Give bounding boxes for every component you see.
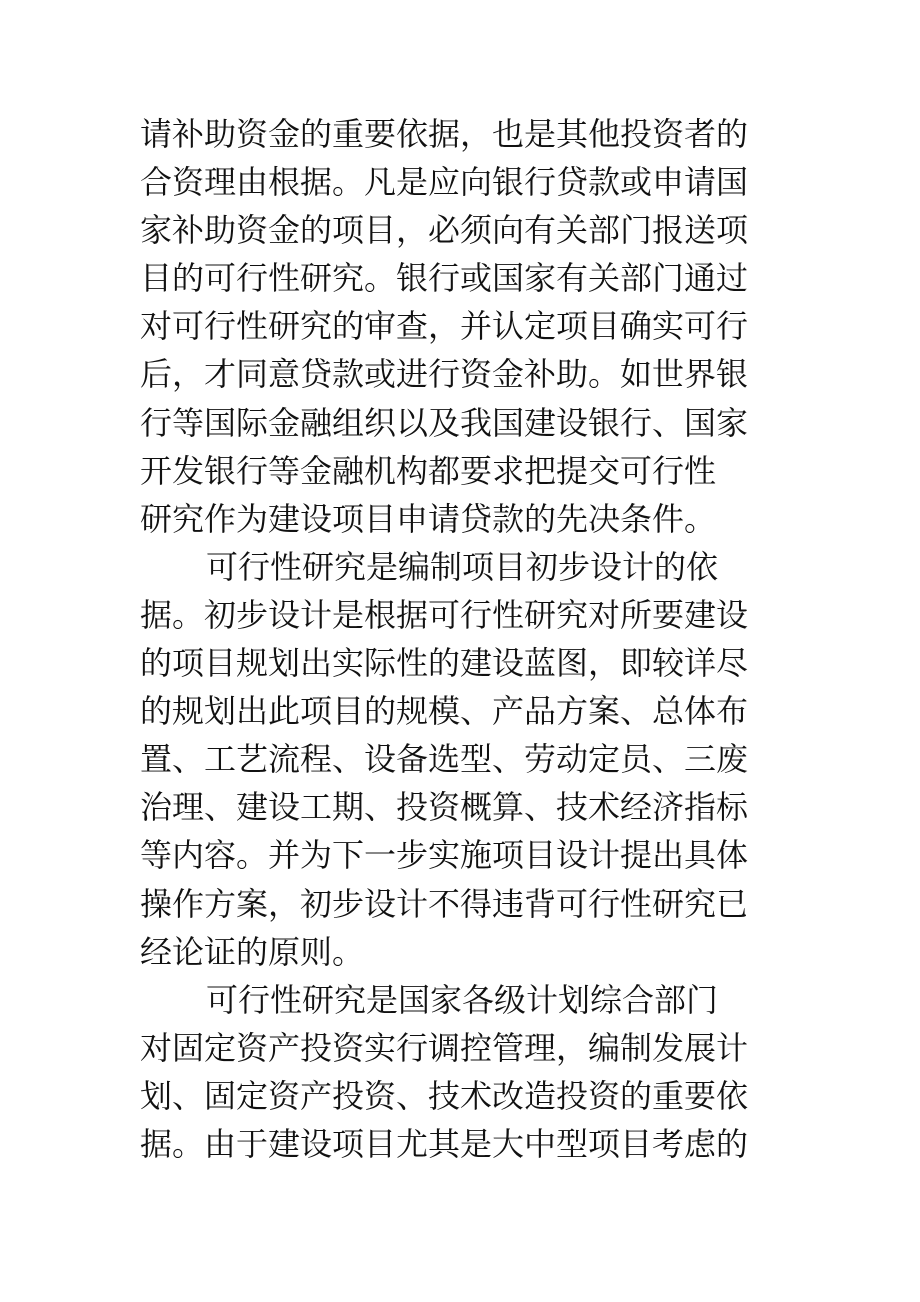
text-line: 开发银行等金融机构都要求把提交可行性 bbox=[140, 451, 717, 490]
text-line: 的项目规划出实际性的建设蓝图，即较详尽 bbox=[140, 644, 749, 683]
text-line: 经论证的原则。 bbox=[140, 932, 365, 971]
text-line: 对可行性研究的审查，并认定项目确实可行 bbox=[140, 307, 749, 346]
text-line: 请补助资金的重要依据，也是其他投资者的 bbox=[140, 115, 749, 153]
text-line-indented: 可行性研究是国家各级计划综合部门 bbox=[206, 980, 719, 1019]
text-line: 研究作为建设项目申请贷款的先决条件。 bbox=[140, 499, 717, 538]
text-line: 划、固定资产投资、技术改造投资的重要依 bbox=[140, 1076, 749, 1115]
text-line-indented: 可行性研究是编制项目初步设计的依 bbox=[206, 547, 719, 586]
text-line: 合资理由根据。凡是应向银行贷款或申请国 bbox=[140, 163, 749, 202]
text-line: 置、工艺流程、设备选型、劳动定员、三废 bbox=[140, 740, 749, 779]
paragraph-3 bbox=[140, 976, 790, 1168]
paragraph-2 bbox=[140, 543, 790, 976]
text-line: 家补助资金的项目，必须向有关部门报送项 bbox=[140, 211, 749, 250]
text-line: 行等国际金融组织以及我国建设银行、国家 bbox=[140, 403, 749, 442]
text-line: 目的可行性研究。银行或国家有关部门通过 bbox=[140, 259, 749, 298]
paragraph-1 bbox=[140, 110, 790, 543]
text-line: 的规划出此项目的规模、产品方案、总体布 bbox=[140, 692, 749, 731]
text-line: 等内容。并为下一步实施项目设计提出具体 bbox=[140, 836, 749, 875]
text-line: 操作方案，初步设计不得违背可行性研究已 bbox=[140, 884, 749, 923]
text-line: 据。由于建设项目尤其是大中型项目考虑的 bbox=[140, 1124, 749, 1163]
text-line: 据。初步设计是根据可行性研究对所要建设 bbox=[140, 595, 749, 634]
text-line: 对固定资产投资实行调控管理，编制发展计 bbox=[140, 1028, 749, 1067]
document-body bbox=[140, 110, 790, 1168]
text-line: 治理、建设工期、投资概算、技术经济指标 bbox=[140, 788, 749, 827]
text-line: 后，才同意贷款或进行资金补助。如世界银 bbox=[140, 355, 749, 394]
